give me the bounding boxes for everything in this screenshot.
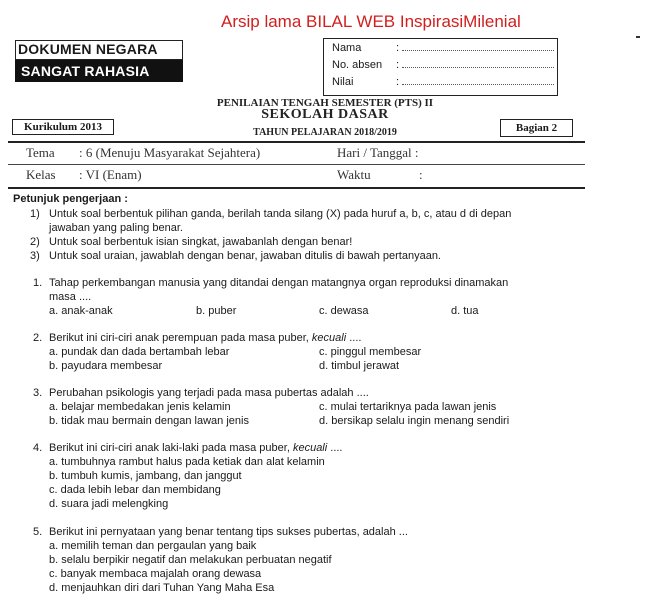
watermark-text: Arsip lama BILAL WEB InspirasiMilenial bbox=[221, 12, 521, 31]
nilai-separator: : bbox=[396, 76, 400, 88]
exam-title: PENILAIAN TENGAH SEMESTER (PTS) II bbox=[216, 97, 434, 109]
answer-option[interactable]: c. pinggul membesar bbox=[319, 346, 422, 358]
answer-option[interactable]: b. payudara membesar bbox=[49, 360, 163, 372]
instruction-number: 1) bbox=[30, 208, 40, 220]
answer-option[interactable]: b. tumbuh kumis, jambang, dan janggut bbox=[49, 470, 242, 482]
waktu-label: Waktu bbox=[337, 167, 371, 182]
question-stem: Berikut ini ciri-ciri anak laki-laki pada masa puber, bbox=[49, 442, 290, 454]
answer-option[interactable]: b. selalu berpikir negatif dan melakukan perbuatan negatif bbox=[49, 554, 332, 566]
tema-label: Tema bbox=[26, 145, 55, 160]
sangat-rahasia-badge: SANGAT RAHASIA bbox=[15, 60, 183, 82]
question-ellipsis: .... bbox=[346, 332, 362, 344]
answer-option[interactable]: b. tidak mau bermain dengan lawan jenis bbox=[49, 415, 249, 427]
question-text: Tahap perkembangan manusia yang ditandai dengan matangnya organ reproduksi dinamakan bbox=[49, 277, 509, 289]
question-ellipsis: .... bbox=[327, 442, 343, 454]
answer-option[interactable]: d. tua bbox=[451, 305, 479, 317]
school-level: SEKOLAH DASAR bbox=[261, 107, 389, 122]
question-number: 4. bbox=[33, 442, 43, 454]
kurikulum-badge: Kurikulum 2013 bbox=[12, 119, 114, 135]
answer-option[interactable]: c. dada lebih lebar dan membidang bbox=[49, 484, 221, 496]
kelas-value: : VI (Enam) bbox=[79, 167, 142, 182]
question-text bbox=[49, 332, 361, 344]
nilai-field[interactable] bbox=[402, 76, 554, 85]
hari-tanggal-label: Hari / Tanggal : bbox=[337, 145, 419, 160]
name-label: Nama bbox=[332, 42, 362, 54]
answer-option[interactable]: d. menjauhkan diri dari Tuhan Yang Maha Esa bbox=[49, 582, 275, 594]
question-number: 5. bbox=[33, 526, 43, 538]
bagian-badge: Bagian 2 bbox=[500, 119, 573, 137]
absen-field[interactable] bbox=[402, 59, 554, 68]
student-identity-box bbox=[323, 38, 558, 96]
instruction-text: Untuk soal berbentuk isian singkat, jawabanlah dengan benar! bbox=[49, 236, 353, 248]
waktu-value: : bbox=[419, 167, 423, 182]
question-stem: Berikut ini ciri-ciri anak perempuan pada masa puber, bbox=[49, 332, 309, 344]
instruction-text: Untuk soal berbentuk pilihan ganda, berilah tanda silang (X) pada huruf a, b, c, atau d di depan bbox=[49, 208, 512, 220]
answer-option[interactable]: b. puber bbox=[196, 305, 237, 317]
answer-option[interactable]: d. timbul jerawat bbox=[319, 360, 400, 372]
absen-separator: : bbox=[396, 59, 400, 71]
tema-value: : 6 (Menuju Masyarakat Sejahtera) bbox=[79, 145, 261, 160]
academic-year: TAHUN PELAJARAN 2018/2019 bbox=[253, 127, 397, 138]
answer-option[interactable]: d. suara jadi melengking bbox=[49, 498, 169, 510]
answer-option[interactable]: c. dewasa bbox=[319, 305, 369, 317]
meta-bottom-divider bbox=[8, 187, 585, 189]
absen-label: No. absen bbox=[332, 59, 383, 71]
answer-option[interactable]: a. pundak dan dada bertambah lebar bbox=[49, 346, 230, 358]
answer-option[interactable]: a. belajar membedakan jenis kelamin bbox=[49, 401, 231, 413]
instruction-text: Untuk soal uraian, jawablah dengan benar, jawaban ditulis di bawah pertanyaan. bbox=[49, 250, 441, 262]
question-text bbox=[49, 442, 342, 454]
name-separator: : bbox=[396, 42, 400, 54]
instruction-number: 3) bbox=[30, 250, 40, 262]
answer-option[interactable]: c. banyak membaca majalah orang dewasa bbox=[49, 568, 262, 580]
nilai-label: Nilai bbox=[332, 76, 354, 88]
question-text: Berikut ini pernyataan yang benar tentang tips sukses pubertas, adalah ... bbox=[49, 526, 408, 538]
instruction-text: jawaban yang paling benar. bbox=[49, 222, 183, 234]
answer-option[interactable]: a. tumbuhnya rambut halus pada ketiak dan alat kelamin bbox=[49, 456, 325, 468]
question-text-continued: masa .... bbox=[49, 291, 92, 303]
kelas-label: Kelas bbox=[26, 167, 56, 182]
question-emphasis: kecuali bbox=[292, 442, 328, 454]
instructions-title: Petunjuk pengerjaan : bbox=[13, 193, 128, 205]
absen-row bbox=[332, 59, 554, 71]
question-number: 1. bbox=[33, 277, 43, 289]
corner-mark bbox=[636, 36, 640, 38]
answer-option[interactable]: c. mulai tertariknya pada lawan jenis bbox=[319, 401, 497, 413]
answer-option[interactable]: d. bersikap selalu ingin menang sendiri bbox=[319, 415, 510, 427]
question-number: 3. bbox=[33, 387, 43, 399]
question-text: Perubahan psikologis yang terjadi pada masa pubertas adalah .... bbox=[49, 387, 369, 399]
nilai-row bbox=[332, 76, 554, 88]
name-field[interactable] bbox=[402, 42, 554, 51]
name-row bbox=[332, 42, 554, 54]
question-emphasis: kecuali bbox=[311, 332, 347, 344]
meta-divider bbox=[8, 164, 585, 165]
answer-option[interactable]: a. anak-anak bbox=[49, 305, 113, 317]
question-number: 2. bbox=[33, 332, 43, 344]
instruction-number: 2) bbox=[30, 236, 40, 248]
header-divider bbox=[8, 141, 585, 143]
dokumen-negara-badge: DOKUMEN NEGARA bbox=[15, 40, 183, 60]
answer-option[interactable]: a. memilih teman dan pergaulan yang baik bbox=[49, 540, 257, 552]
